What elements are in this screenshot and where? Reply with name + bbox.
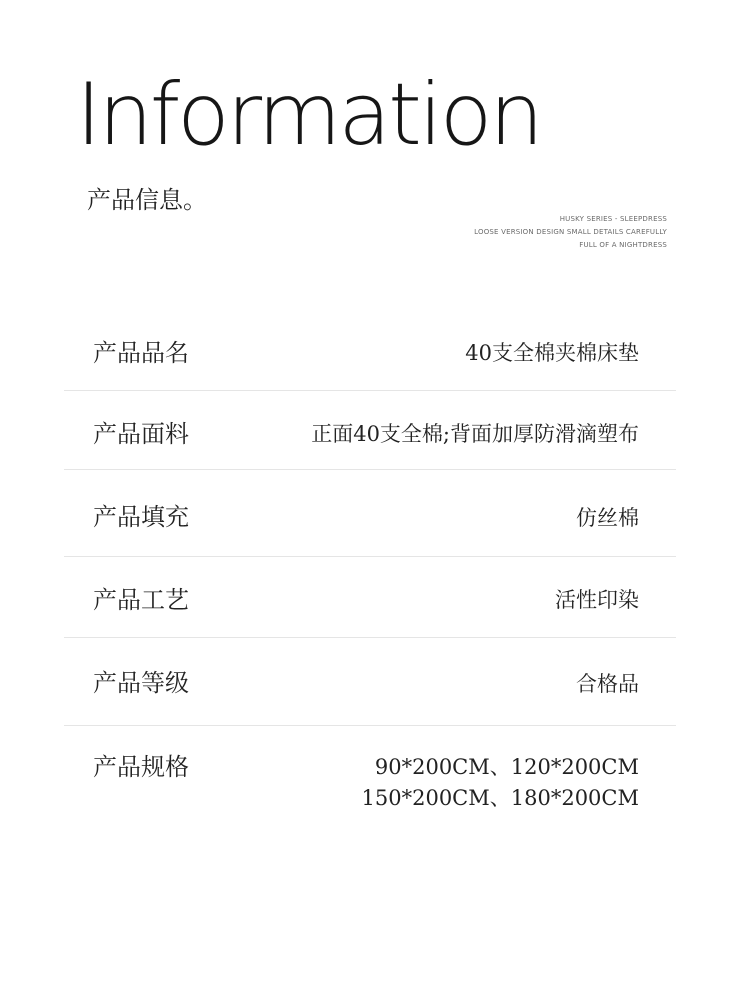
spec-table bbox=[64, 310, 676, 836]
spec-label: 产品工艺 bbox=[93, 586, 189, 614]
tagline-line: FULL OF A NIGHTDRESS bbox=[579, 241, 667, 249]
spec-value bbox=[576, 674, 639, 705]
spec-value bbox=[311, 424, 639, 455]
page-subtitle: 产品信息。 bbox=[87, 186, 207, 214]
tagline bbox=[474, 213, 667, 252]
spec-row-craft bbox=[64, 557, 676, 638]
tagline-line: LOOSE VERSION DESIGN SMALL DETAILS CAREFULLY bbox=[474, 228, 667, 236]
spec-label: 产品规格 bbox=[93, 753, 189, 781]
spec-label: 产品面料 bbox=[93, 420, 189, 448]
spec-value bbox=[555, 590, 639, 621]
spec-label: 产品填充 bbox=[93, 503, 189, 531]
spec-value-line: 正面40支全棉;背面加厚防滑滴塑布 bbox=[311, 422, 639, 446]
spec-value-line: 40支全棉夹棉床垫 bbox=[465, 341, 639, 365]
spec-value-line: 90*200CM、120*200CM bbox=[374, 755, 639, 779]
spec-value bbox=[465, 343, 639, 374]
page-title: Information bbox=[76, 65, 541, 165]
spec-row-filling bbox=[64, 470, 676, 557]
spec-value bbox=[362, 757, 639, 819]
spec-row-product-name bbox=[64, 310, 676, 391]
spec-row-fabric bbox=[64, 391, 676, 470]
spec-value bbox=[576, 508, 639, 539]
spec-value-line: 合格品 bbox=[576, 672, 639, 696]
spec-row-grade bbox=[64, 638, 676, 726]
spec-value-line: 活性印染 bbox=[555, 588, 639, 612]
tagline-line: HUSKY SERIES - SLEEPDRESS bbox=[559, 215, 667, 223]
spec-value-line: 仿丝棉 bbox=[576, 506, 639, 530]
spec-row-size bbox=[64, 726, 676, 836]
spec-label: 产品品名 bbox=[93, 339, 189, 367]
spec-label: 产品等级 bbox=[93, 669, 189, 697]
spec-value-line: 150*200CM、180*200CM bbox=[361, 786, 639, 810]
